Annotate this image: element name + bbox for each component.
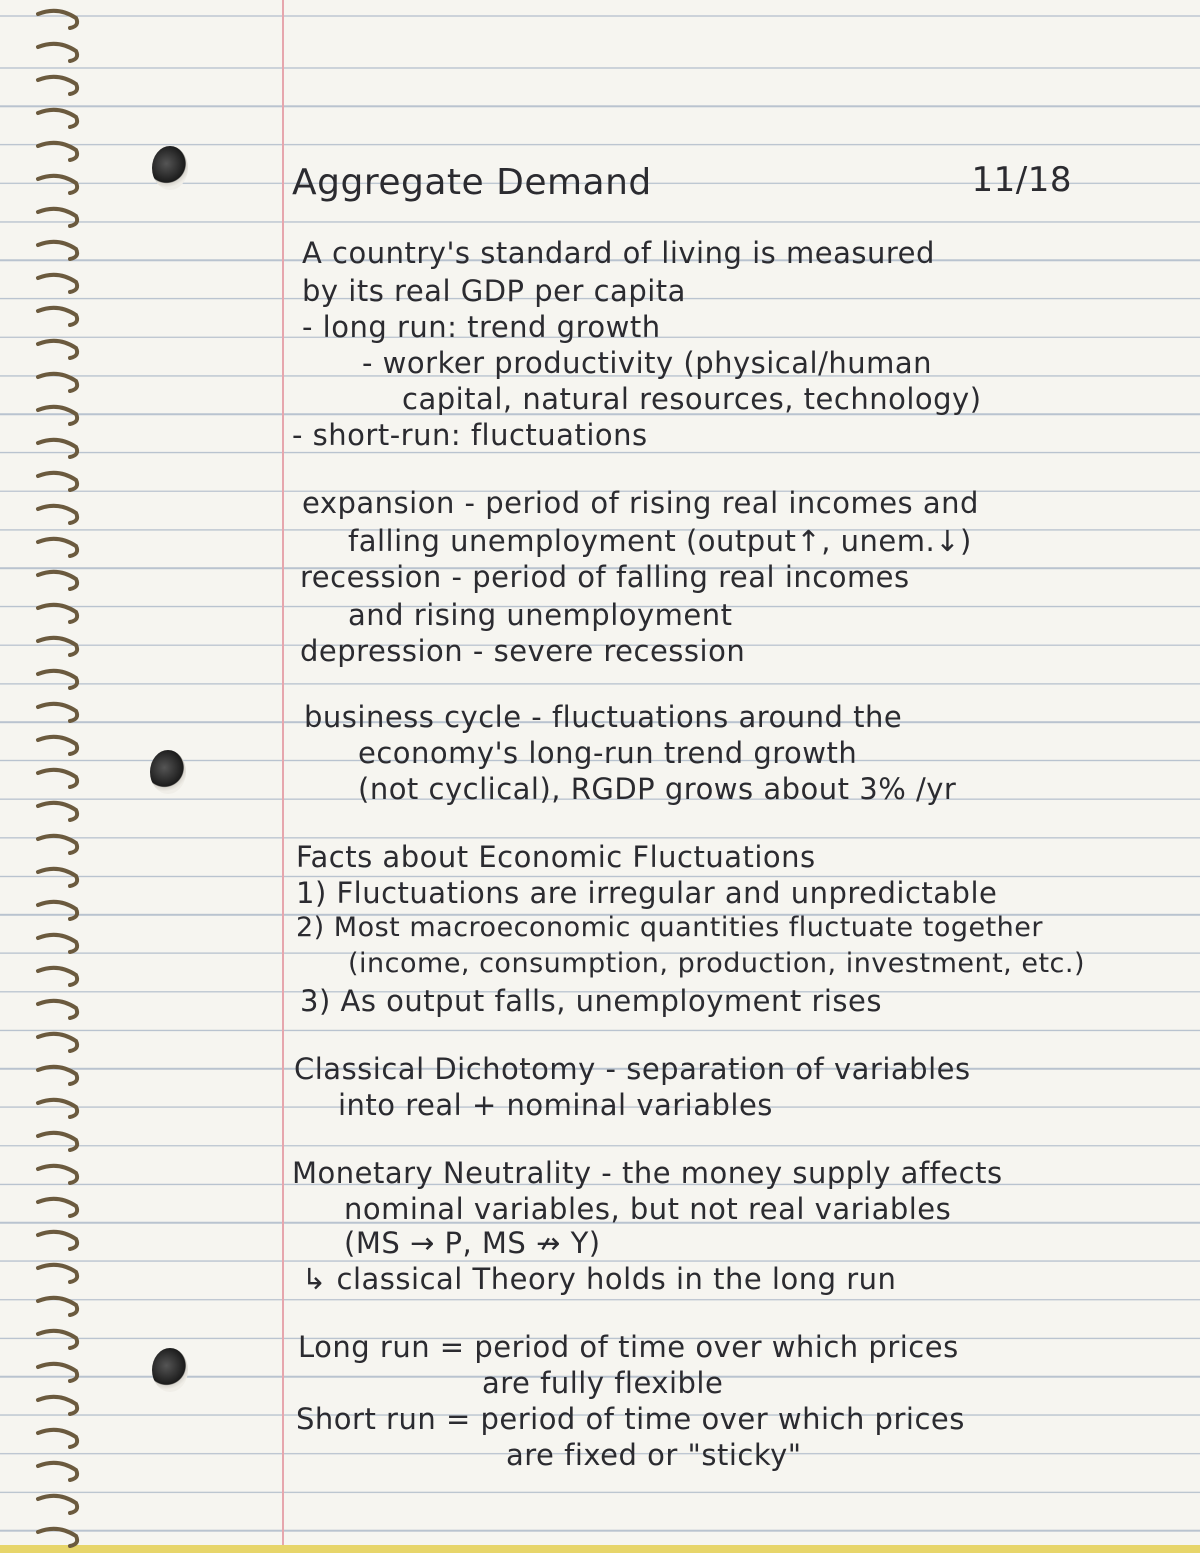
margin-line (282, 0, 284, 1553)
spiral-coil (38, 110, 77, 127)
spiral-coil (38, 275, 77, 292)
note-line: depression - severe recession (300, 634, 746, 668)
spiral-coil (38, 473, 77, 490)
spiral-coil (38, 77, 77, 94)
spiral-coil (38, 341, 77, 358)
note-line: by its real GDP per capita (302, 274, 686, 308)
spiral-coil (38, 704, 77, 721)
spiral-coil (38, 1265, 77, 1282)
spiral-coil (38, 770, 77, 787)
note-line: (income, consumption, production, investment, etc.) (348, 948, 1086, 979)
spiral-coil (38, 737, 77, 754)
spiral-coil (38, 836, 77, 853)
note-line: 3) As output falls, unemployment rises (300, 984, 882, 1018)
note-title: Aggregate Demand (292, 162, 652, 203)
spiral-coil (38, 1034, 77, 1051)
note-line: A country's standard of living is measured (302, 236, 935, 270)
spiral-coil (38, 440, 77, 457)
note-line: expansion - period of rising real incomes and (302, 486, 979, 520)
spiral-coil (38, 1100, 77, 1117)
spiral-coil (38, 968, 77, 985)
spiral-coil (38, 1232, 77, 1249)
note-line: - worker productivity (physical/human (362, 346, 933, 380)
note-line: are fixed or "sticky" (506, 1438, 802, 1472)
note-line: - short-run: fluctuations (292, 418, 648, 452)
spiral-binding (0, 0, 90, 1553)
note-line: Classical Dichotomy - separation of variables (294, 1052, 971, 1086)
spiral-coil (38, 242, 77, 259)
spiral-coil (38, 11, 77, 28)
spiral-coil (38, 407, 77, 424)
note-line: ↳ classical Theory holds in the long run (302, 1262, 897, 1296)
punch-hole (152, 146, 188, 190)
spiral-coil (38, 869, 77, 886)
note-line: into real + nominal variables (338, 1088, 773, 1122)
spiral-coil (38, 1298, 77, 1315)
note-line: - long run: trend growth (302, 310, 661, 344)
spiral-coil (38, 1067, 77, 1084)
note-line: recession - period of falling real incomes (300, 560, 910, 594)
spiral-coil (38, 1166, 77, 1183)
spiral-coil (38, 209, 77, 226)
spiral-coil (38, 1430, 77, 1447)
note-line: are fully flexible (482, 1366, 724, 1400)
note-line: (MS → P, MS ↛ Y) (344, 1226, 601, 1260)
note-line: Long run = period of time over which prices (298, 1330, 959, 1364)
note-line: Monetary Neutrality - the money supply affects (292, 1156, 1003, 1190)
spiral-coil (38, 1529, 77, 1546)
note-line: nominal variables, but not real variables (344, 1192, 952, 1226)
spiral-coil (38, 638, 77, 655)
punch-hole (152, 1348, 188, 1392)
spiral-coil (38, 1496, 77, 1513)
note-line: Short run = period of time over which prices (296, 1402, 965, 1436)
punch-hole (150, 750, 186, 794)
note-date: 11/18 (971, 160, 1072, 200)
spiral-coil (38, 176, 77, 193)
spiral-coil (38, 44, 77, 61)
spiral-coil (38, 803, 77, 820)
note-line: 1) Fluctuations are irregular and unpredictable (296, 876, 998, 910)
note-line: capital, natural resources, technology) (402, 382, 982, 416)
spiral-coil (38, 935, 77, 952)
note-line: 2) Most macroeconomic quantities fluctuate together (296, 912, 1043, 943)
spiral-coil (38, 143, 77, 160)
spiral-coil (38, 374, 77, 391)
spiral-coil (38, 1001, 77, 1018)
spiral-coil (38, 1133, 77, 1150)
spiral-coil (38, 572, 77, 589)
note-line: Facts about Economic Fluctuations (296, 840, 816, 874)
spiral-coil (38, 1199, 77, 1216)
spiral-coil (38, 308, 77, 325)
spiral-coil (38, 539, 77, 556)
note-line: economy's long-run trend growth (358, 736, 858, 770)
spiral-coil (38, 605, 77, 622)
note-line: falling unemployment (output↑, unem.↓) (348, 524, 972, 558)
note-line: and rising unemployment (348, 598, 733, 632)
spiral-coil (38, 1463, 77, 1480)
spiral-coil (38, 1364, 77, 1381)
spiral-coil (38, 1331, 77, 1348)
spiral-coil (38, 671, 77, 688)
spiral-coil (38, 902, 77, 919)
handwritten-notes (292, 0, 1172, 1553)
spiral-coil (38, 1397, 77, 1414)
spiral-coil (38, 506, 77, 523)
note-line: (not cyclical), RGDP grows about 3% /yr (358, 772, 957, 806)
note-line: business cycle - fluctuations around the (304, 700, 903, 734)
